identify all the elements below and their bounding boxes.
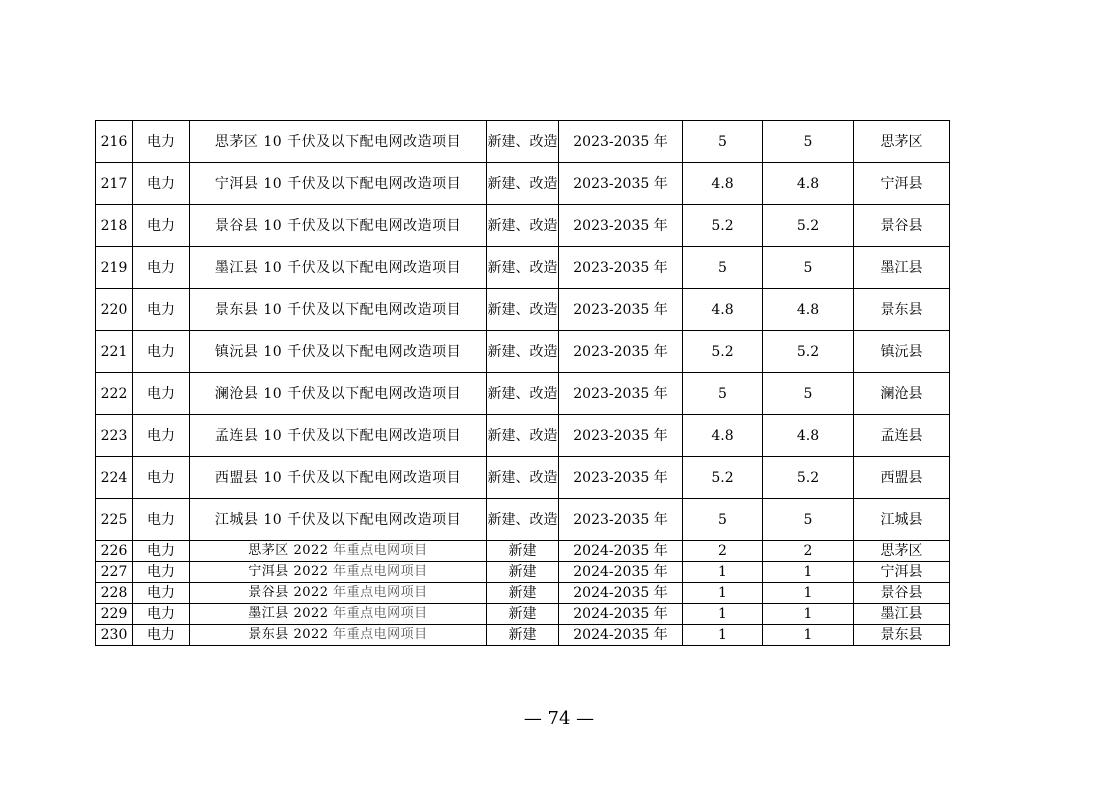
construction-type-cell: 新建、改造: [487, 415, 559, 457]
project-county-text: 墨江县: [248, 606, 289, 621]
row-number-cell: 227: [96, 562, 133, 583]
location-cell: 景谷县: [854, 205, 950, 247]
location-cell: 墨江县: [854, 247, 950, 289]
construction-type-cell: 新建、改造: [487, 247, 559, 289]
location-cell: 景谷县: [854, 583, 950, 604]
period-cell: 2023-2035 年: [559, 331, 683, 373]
project-name-cell: 景东县 10 千伏及以下配电网改造项目: [190, 289, 487, 331]
project-name-cell: [190, 583, 487, 604]
category-cell: 电力: [133, 457, 190, 499]
period-cell: 2023-2035 年: [559, 121, 683, 163]
investment-plan-cell: 1: [763, 625, 854, 646]
category-cell: 电力: [133, 247, 190, 289]
location-cell: 景东县: [854, 289, 950, 331]
construction-type-cell: 新建、改造: [487, 457, 559, 499]
project-title-text: 年重点电网项目: [333, 606, 428, 621]
location-cell: 孟连县: [854, 415, 950, 457]
table-row: [96, 541, 950, 562]
investment-total-cell: 5.2: [683, 331, 763, 373]
row-number-cell: 228: [96, 583, 133, 604]
table-row: [96, 583, 950, 604]
table-row: [96, 247, 950, 289]
investment-plan-cell: 5.2: [763, 205, 854, 247]
location-cell: 西盟县: [854, 457, 950, 499]
investment-plan-cell: 1: [763, 562, 854, 583]
investment-plan-cell: 5: [763, 373, 854, 415]
investment-total-cell: 5.2: [683, 457, 763, 499]
table-row: [96, 121, 950, 163]
investment-plan-cell: 1: [763, 604, 854, 625]
project-name-cell: 景谷县 10 千伏及以下配电网改造项目: [190, 205, 487, 247]
investment-plan-cell: 4.8: [763, 289, 854, 331]
project-name-cell: [190, 562, 487, 583]
category-cell: 电力: [133, 163, 190, 205]
investment-plan-cell: 5.2: [763, 457, 854, 499]
project-year-text: 2022: [288, 564, 334, 579]
project-year-text: 2022: [288, 585, 334, 600]
project-name-cell: 镇沅县 10 千伏及以下配电网改造项目: [190, 331, 487, 373]
investment-total-cell: 4.8: [683, 415, 763, 457]
category-cell: 电力: [133, 289, 190, 331]
period-cell: 2023-2035 年: [559, 373, 683, 415]
table-row: [96, 625, 950, 646]
row-number-cell: 224: [96, 457, 133, 499]
row-number-cell: 230: [96, 625, 133, 646]
row-number-cell: 217: [96, 163, 133, 205]
category-cell: 电力: [133, 205, 190, 247]
period-cell: 2023-2035 年: [559, 205, 683, 247]
category-cell: 电力: [133, 562, 190, 583]
category-cell: 电力: [133, 625, 190, 646]
project-name-cell: [190, 604, 487, 625]
investment-total-cell: 5: [683, 499, 763, 541]
investment-plan-cell: 5: [763, 247, 854, 289]
project-title-text: 年重点电网项目: [333, 564, 428, 579]
project-title-text: 年重点电网项目: [333, 543, 428, 558]
construction-type-cell: 新建、改造: [487, 205, 559, 247]
table-row: [96, 163, 950, 205]
period-cell: 2023-2035 年: [559, 247, 683, 289]
project-county-text: 景谷县: [248, 585, 289, 600]
project-name-cell: 思茅区 10 千伏及以下配电网改造项目: [190, 121, 487, 163]
location-cell: 景东县: [854, 625, 950, 646]
investment-total-cell: 5: [683, 247, 763, 289]
row-number-cell: 221: [96, 331, 133, 373]
page-number: — 74 —: [523, 708, 595, 729]
location-cell: 墨江县: [854, 604, 950, 625]
period-cell: 2023-2035 年: [559, 289, 683, 331]
period-cell: 2024-2035 年: [559, 625, 683, 646]
project-county-text: 景东县: [248, 627, 289, 642]
investment-plan-cell: 2: [763, 541, 854, 562]
category-cell: 电力: [133, 499, 190, 541]
period-cell: 2024-2035 年: [559, 583, 683, 604]
location-cell: 思茅区: [854, 121, 950, 163]
construction-type-cell: 新建: [487, 583, 559, 604]
project-name-cell: 西盟县 10 千伏及以下配电网改造项目: [190, 457, 487, 499]
investment-plan-cell: 5.2: [763, 331, 854, 373]
row-number-cell: 220: [96, 289, 133, 331]
investment-total-cell: 5.2: [683, 205, 763, 247]
project-county-text: 思茅区: [248, 543, 289, 558]
construction-type-cell: 新建: [487, 541, 559, 562]
investment-plan-cell: 4.8: [763, 163, 854, 205]
location-cell: 江城县: [854, 499, 950, 541]
construction-type-cell: 新建: [487, 604, 559, 625]
project-table: [95, 120, 950, 646]
location-cell: 镇沅县: [854, 331, 950, 373]
period-cell: 2024-2035 年: [559, 604, 683, 625]
table-row: [96, 415, 950, 457]
investment-total-cell: 1: [683, 604, 763, 625]
investment-total-cell: 1: [683, 625, 763, 646]
row-number-cell: 216: [96, 121, 133, 163]
investment-total-cell: 4.8: [683, 163, 763, 205]
project-title-text: 年重点电网项目: [333, 627, 428, 642]
category-cell: 电力: [133, 415, 190, 457]
category-cell: 电力: [133, 121, 190, 163]
investment-total-cell: 1: [683, 562, 763, 583]
construction-type-cell: 新建、改造: [487, 121, 559, 163]
project-name-cell: 孟连县 10 千伏及以下配电网改造项目: [190, 415, 487, 457]
row-number-cell: 226: [96, 541, 133, 562]
project-name-cell: [190, 625, 487, 646]
period-cell: 2024-2035 年: [559, 541, 683, 562]
location-cell: 宁洱县: [854, 562, 950, 583]
table-row: [96, 604, 950, 625]
project-year-text: 2022: [288, 627, 334, 642]
period-cell: 2023-2035 年: [559, 499, 683, 541]
construction-type-cell: 新建、改造: [487, 163, 559, 205]
investment-total-cell: 4.8: [683, 289, 763, 331]
investment-total-cell: 2: [683, 541, 763, 562]
period-cell: 2024-2035 年: [559, 562, 683, 583]
project-county-text: 宁洱县: [248, 564, 289, 579]
row-number-cell: 218: [96, 205, 133, 247]
table-row: [96, 373, 950, 415]
row-number-cell: 222: [96, 373, 133, 415]
period-cell: 2023-2035 年: [559, 163, 683, 205]
period-cell: 2023-2035 年: [559, 457, 683, 499]
construction-type-cell: 新建、改造: [487, 499, 559, 541]
table-row: [96, 562, 950, 583]
location-cell: 澜沧县: [854, 373, 950, 415]
category-cell: 电力: [133, 583, 190, 604]
row-number-cell: 229: [96, 604, 133, 625]
project-name-cell: [190, 541, 487, 562]
project-year-text: 2022: [288, 543, 334, 558]
project-name-cell: 澜沧县 10 千伏及以下配电网改造项目: [190, 373, 487, 415]
table-row: [96, 205, 950, 247]
investment-total-cell: 1: [683, 583, 763, 604]
category-cell: 电力: [133, 604, 190, 625]
project-table-body: [96, 121, 950, 646]
investment-plan-cell: 4.8: [763, 415, 854, 457]
investment-total-cell: 5: [683, 373, 763, 415]
table-row: [96, 499, 950, 541]
investment-plan-cell: 1: [763, 583, 854, 604]
row-number-cell: 225: [96, 499, 133, 541]
investment-plan-cell: 5: [763, 499, 854, 541]
project-title-text: 年重点电网项目: [333, 585, 428, 600]
investment-plan-cell: 5: [763, 121, 854, 163]
investment-total-cell: 5: [683, 121, 763, 163]
construction-type-cell: 新建、改造: [487, 331, 559, 373]
construction-type-cell: 新建、改造: [487, 373, 559, 415]
category-cell: 电力: [133, 373, 190, 415]
category-cell: 电力: [133, 331, 190, 373]
period-cell: 2023-2035 年: [559, 415, 683, 457]
project-name-cell: 墨江县 10 千伏及以下配电网改造项目: [190, 247, 487, 289]
row-number-cell: 223: [96, 415, 133, 457]
location-cell: 思茅区: [854, 541, 950, 562]
construction-type-cell: 新建、改造: [487, 289, 559, 331]
project-name-cell: 江城县 10 千伏及以下配电网改造项目: [190, 499, 487, 541]
table-row: [96, 457, 950, 499]
table-row: [96, 289, 950, 331]
project-year-text: 2022: [288, 606, 334, 621]
construction-type-cell: 新建: [487, 625, 559, 646]
row-number-cell: 219: [96, 247, 133, 289]
category-cell: 电力: [133, 541, 190, 562]
project-name-cell: 宁洱县 10 千伏及以下配电网改造项目: [190, 163, 487, 205]
location-cell: 宁洱县: [854, 163, 950, 205]
table-row: [96, 331, 950, 373]
construction-type-cell: 新建: [487, 562, 559, 583]
